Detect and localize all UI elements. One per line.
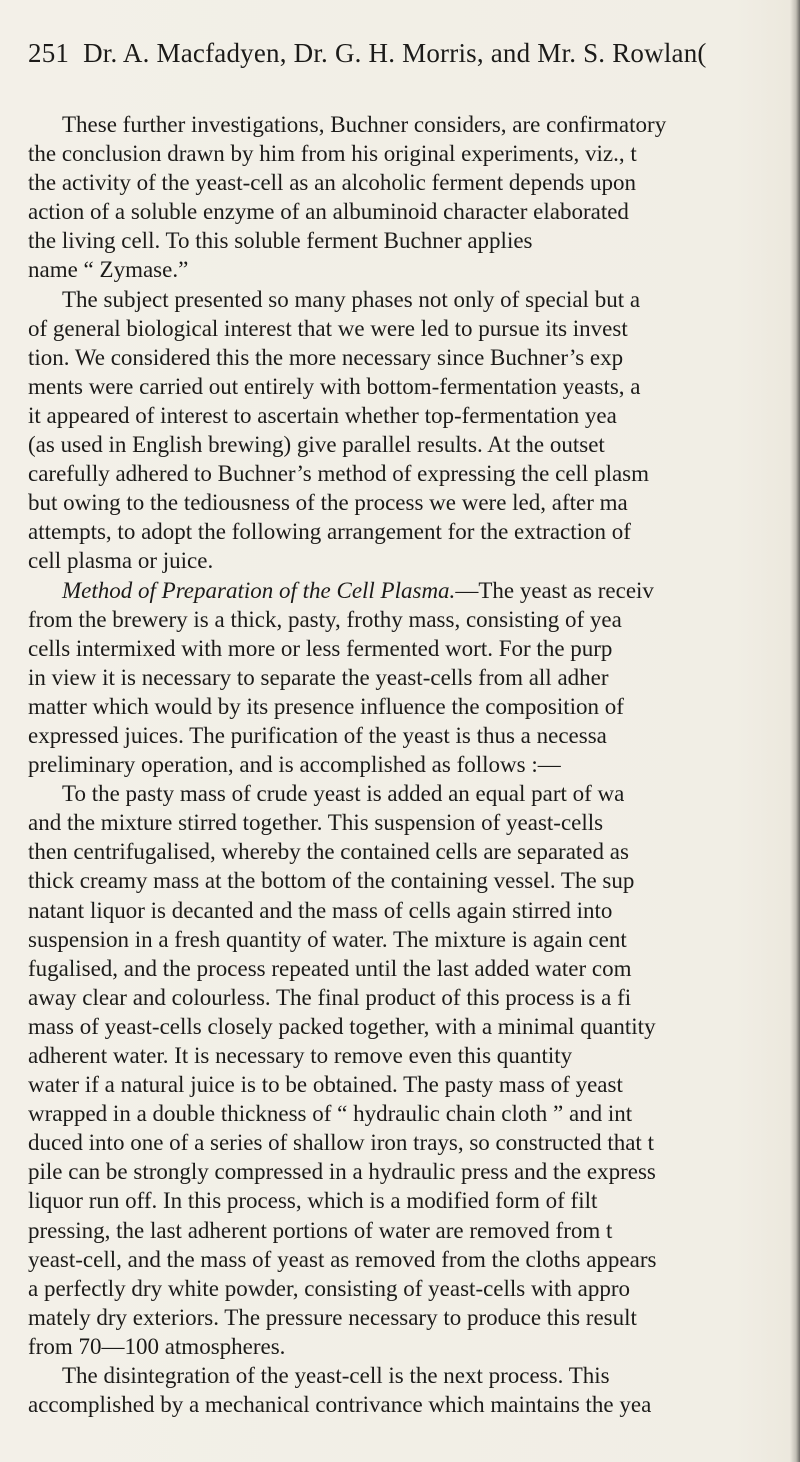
text-line: preliminary operation, and is accomplished as follows :— (28, 752, 561, 778)
text-line: the activity of the yeast-cell as an alcoholic ferment depends upon (28, 170, 636, 196)
text-line: attempts, to adopt the following arrangement for the extraction of (28, 519, 631, 545)
text-line: water if a natural juice is to be obtained. The pasty mass of yeast (28, 1072, 623, 1098)
text-line: thick creamy mass at the bottom of the containing vessel. The sup (28, 868, 635, 894)
text-line-rest: —The yeast as receiv (455, 577, 654, 603)
text-line: adherent water. It is necessary to remove even this quantity (28, 1043, 573, 1068)
text-line: expressed juices. The purification of the yeast is thus a necessa (28, 722, 607, 748)
text-line: it appeared of interest to ascertain whether top-fermentation yea (28, 402, 617, 428)
running-header (28, 38, 707, 69)
text-line: the living cell. To this soluble ferment Buchner applies (28, 228, 533, 254)
text-line: then centrifugalised, whereby the contained cells are separated as (28, 839, 629, 865)
text-line: name “ Zymase.” (28, 257, 189, 283)
text-line: from the brewery is a thick, pasty, frothy mass, consisting of yea (28, 606, 622, 632)
text-line: pile can be strongly compressed in a hydraulic press and the express (28, 1159, 656, 1185)
text-line: wrapped in a double thickness of “ hydraulic chain cloth ” and int (28, 1101, 633, 1127)
text-line: natant liquor is decanted and the mass of cells again stirred into (28, 897, 613, 923)
text-line: These further investigations, Buchner considers, are confirmatory (62, 112, 667, 137)
text-line: away clear and colourless. The final product of this process is a fi (28, 984, 632, 1010)
text-line: carefully adhered to Buchner’s method of expressing the cell plasm (28, 461, 650, 487)
text-line: tion. We considered this the more necessary since Buchner’s exp (28, 344, 624, 370)
text-line: of general biological interest that we were led to pursue its invest (28, 315, 628, 341)
text-line: a perfectly dry white powder, consisting of yeast-cells with appro (28, 1275, 631, 1301)
text-line: ments were carried out entirely with bottom-fermentation yeasts, a (28, 373, 641, 399)
text-line: yeast-cell, and the mass of yeast as removed from the cloths appears (28, 1246, 657, 1272)
text-line: in view it is necessary to separate the yeast-cells from all adher (28, 664, 609, 690)
text-line: pressing, the last adherent portions of water are removed from t (28, 1217, 613, 1243)
text-line: mately dry exteriors. The pressure necessary to produce this result (28, 1304, 637, 1330)
text-line: the conclusion drawn by him from his original experiments, viz., t (28, 141, 637, 167)
body-text (28, 110, 800, 1419)
text-line: matter which would by its presence influence the composition of (28, 693, 624, 719)
text-line: mass of yeast-cells closely packed together, with a minimal quantity (28, 1013, 656, 1039)
text-line: liquor run off. In this process, which is a modified form of filt (28, 1188, 598, 1214)
text-line: but owing to the tediousness of the process we were led, after ma (28, 490, 628, 516)
running-title: Dr. A. Macfadyen, Dr. G. H. Morris, and Mr. S. Rowlan( (83, 38, 707, 68)
text-line: The subject presented so many phases not only of special but a (62, 286, 641, 312)
text-line: action of a soluble enzyme of an albuminoid character elaborated (28, 199, 629, 225)
page-edge-shadow (790, 0, 800, 1462)
text-line: fugalised, and the process repeated until the last added water com (28, 955, 632, 981)
text-line: and the mixture stirred together. This suspension of yeast-cells (28, 810, 604, 836)
text-line: The disintegration of the yeast-cell is the next process. This (62, 1363, 610, 1389)
text-line: (as used in English brewing) give parallel results. At the outset (28, 432, 605, 458)
text-line: To the pasty mass of crude yeast is added an equal part of wa (62, 781, 625, 807)
text-line: cell plasma or juice. (28, 548, 214, 574)
page-number: 251 (28, 38, 70, 68)
text-line: from 70—100 atmospheres. (28, 1333, 286, 1359)
text-line (28, 576, 800, 605)
text-line: cells intermixed with more or less fermented wort. For the purp (28, 635, 613, 661)
text-line: duced into one of a series of shallow iron trays, so constructed that t (28, 1130, 654, 1156)
text-line: suspension in a fresh quantity of water. The mixture is again cent (28, 926, 627, 952)
method-heading: Method of Preparation of the Cell Plasma. (62, 577, 456, 603)
text-line: accomplished by a mechanical contrivance which maintains the yea (28, 1392, 652, 1418)
